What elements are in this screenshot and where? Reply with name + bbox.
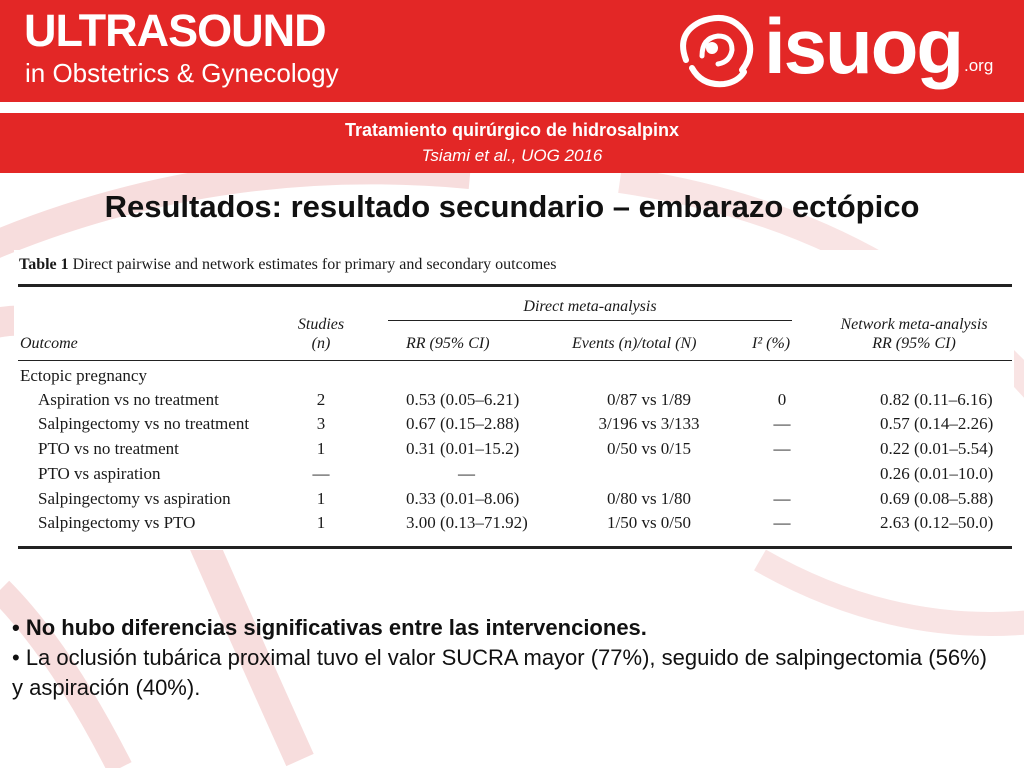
journal-subtitle: in Obstetrics & Gynecology — [25, 58, 339, 88]
row-network: 0.22 (0.01–5.54) — [880, 439, 994, 458]
row-events: 0/87 vs 1/89 — [606, 390, 692, 409]
row-events: 0/80 vs 1/80 — [606, 489, 692, 508]
study-citation: Tsiami et al., UOG 2016 — [421, 146, 603, 165]
header-network-rr: RR (95% CI) — [872, 335, 956, 352]
row-studies: — — [312, 464, 330, 483]
row-network: 0.82 (0.11–6.16) — [880, 390, 993, 409]
row-network: 0.69 (0.08–5.88) — [880, 489, 994, 508]
row-rr: — — [458, 464, 475, 483]
row-network: 0.26 (0.01–10.0) — [880, 464, 994, 483]
row-rr: 0.31 (0.01–15.2) — [406, 439, 520, 458]
row-rr: 3.00 (0.13–71.92) — [406, 513, 528, 532]
row-rr: 0.53 (0.05–6.21) — [406, 390, 520, 409]
findings-list — [12, 613, 1002, 703]
table-top-rule — [18, 284, 1012, 287]
row-studies: 2 — [316, 390, 326, 409]
row-network: 0.57 (0.14–2.26) — [880, 414, 994, 433]
table-caption-text: Direct pairwise and network estimates for primary and secondary outcomes — [72, 256, 557, 273]
row-outcome: Salpingectomy vs aspiration — [38, 489, 231, 508]
row-outcome: Salpingectomy vs PTO — [38, 513, 196, 532]
row-studies: 1 — [316, 489, 326, 508]
row-outcome: PTO vs aspiration — [38, 464, 161, 483]
row-outcome: Salpingectomy vs no treatment — [38, 414, 250, 433]
finding-item: • No hubo diferencias significativas entre las intervenciones. — [12, 615, 647, 640]
row-outcome: PTO vs no treatment — [38, 439, 179, 458]
row-i2: — — [773, 513, 791, 532]
row-events: 3/196 vs 3/133 — [598, 414, 700, 433]
study-title: Tratamiento quirúrgico de hidrosalpinx — [344, 120, 680, 140]
table-bottom-rule — [18, 546, 1012, 549]
results-table — [14, 250, 1014, 550]
header-i2: I² (%) — [752, 335, 791, 352]
header-studies-n: (n) — [311, 335, 331, 352]
header-studies: Studies — [297, 316, 345, 333]
row-rr: 0.67 (0.15–2.88) — [406, 414, 520, 433]
header-outcome: Outcome — [20, 335, 78, 352]
header-rr: RR (95% CI) — [406, 335, 490, 352]
journal-header — [0, 0, 1024, 102]
row-studies: 3 — [316, 414, 326, 433]
row-events: 1/50 vs 0/50 — [606, 513, 692, 532]
study-banner — [0, 113, 1024, 173]
slide-title: Resultados: resultado secundario – embarazo ectópico — [104, 189, 920, 224]
finding-item: • La oclusión tubárica proximal tuvo el valor SUCRA mayor (77%), seguido de salpingectomia (56%) y aspiración (40%). — [12, 645, 987, 700]
header-direct-meta-analysis: Direct meta-analysis — [523, 298, 657, 315]
row-network: 2.63 (0.12–50.0) — [880, 513, 994, 532]
logo-wordmark: isuog — [764, 2, 962, 90]
group-header-rule — [388, 320, 792, 321]
section-label: Ectopic pregnancy — [20, 366, 147, 385]
isuog-logo — [672, 2, 1002, 96]
row-rr: 0.33 (0.01–8.06) — [406, 489, 520, 508]
table-caption — [19, 255, 557, 275]
row-i2: 0 — [777, 390, 787, 409]
header-events: Events (n)/total (N) — [572, 335, 697, 352]
row-studies: 1 — [316, 439, 326, 458]
journal-title: ULTRASOUND — [24, 5, 326, 56]
row-outcome: Aspiration vs no treatment — [38, 390, 219, 409]
fetus-logo-icon — [672, 10, 758, 96]
row-i2: — — [773, 489, 791, 508]
header-network: Network meta-analysis — [840, 316, 988, 333]
header-bottom-rule — [18, 360, 1012, 361]
logo-suffix: .org — [964, 56, 994, 75]
row-i2: — — [773, 439, 791, 458]
row-i2: — — [773, 414, 791, 433]
row-studies: 1 — [316, 513, 326, 532]
table-caption-label: Table 1 — [19, 256, 69, 273]
row-events: 0/50 vs 0/15 — [606, 439, 692, 458]
